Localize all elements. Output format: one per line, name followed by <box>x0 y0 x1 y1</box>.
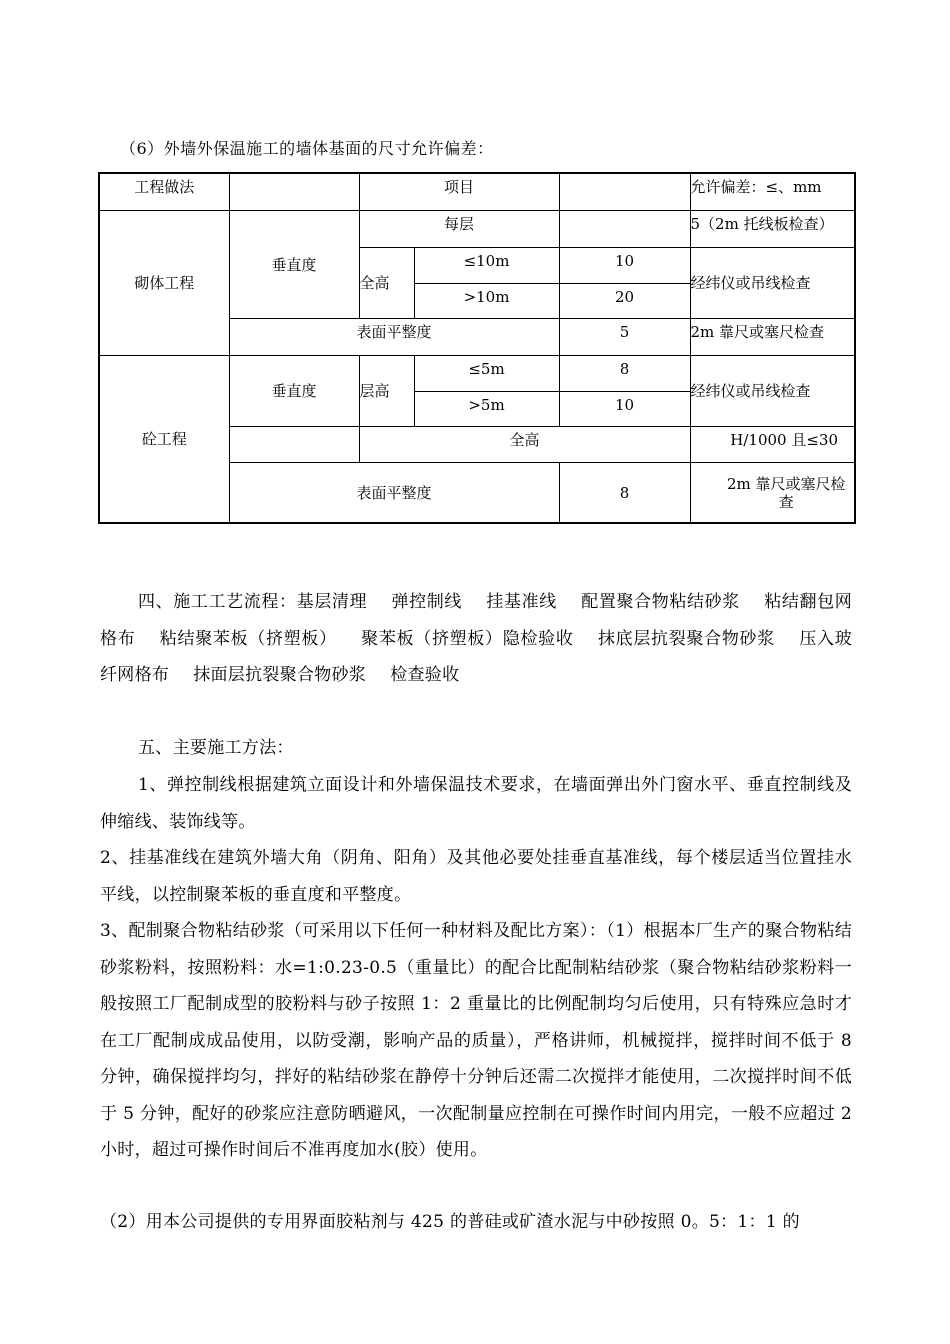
section-5-title: 五、主要施工方法： <box>138 738 294 758</box>
concrete-flatness-value: 8 <box>559 463 690 523</box>
header-blank <box>229 173 359 210</box>
concrete-full-height-value: H/1000 且≤30 <box>690 426 855 462</box>
concrete-verticality: 垂直度 <box>229 355 359 426</box>
masonry-flatness: 表面平整度 <box>229 319 559 355</box>
table-caption: （6）外墙外保温施工的墙体基面的尺寸允许偏差： <box>120 139 494 158</box>
step-7: 聚苯板（挤塑板）隐检验收 <box>360 628 574 649</box>
concrete-gt5: >5m <box>414 391 559 426</box>
header-method: 工程做法 <box>99 173 229 210</box>
step-11: 检查验收 <box>390 665 460 685</box>
step-4: 配置聚合物粘结砂浆 <box>580 592 740 612</box>
step-5: 粘结翻包网格布 <box>100 592 853 649</box>
step-10: 抹面层抗裂聚合物砂浆 <box>193 665 367 685</box>
masonry-gt10: >10m <box>414 284 559 319</box>
concrete-le5-value: 8 <box>559 355 690 391</box>
method-paragraph-1: 1、弹控制线根据建筑立面设计和外墙保温技术要求，在墙面弹出外门窗水平、垂直控制线及伸缩线、装饰线等。 <box>100 775 852 832</box>
concrete-flatness-check: 2m 靠尺或塞尺检查 <box>690 463 855 523</box>
method-paragraph-2: 2、挂基准线在建筑外墙大角（阴角、阳角）及其他必要处挂垂直基准线，每个楼层适当位置挂水平线，以控制聚苯板的垂直度和平整度。 <box>100 848 852 905</box>
concrete-le5: ≤5m <box>414 355 559 391</box>
header-tolerance: 允许偏差：≤、mm <box>690 173 855 210</box>
step-3: 挂基准线 <box>486 592 557 612</box>
masonry-full-height: 全高 <box>359 247 414 318</box>
method-paragraph-4: （2）用本公司提供的专用界面胶粘剂与 425 的普硅或矿渣水泥与中砂按照 0。5：1：1 的 <box>100 1212 800 1232</box>
section-4-process <box>100 584 852 694</box>
masonry-per-floor: 每层 <box>359 210 559 247</box>
step-2: 弹控制线 <box>391 592 463 612</box>
masonry-flatness-value: 5 <box>559 319 690 355</box>
masonry-gt10-value: 20 <box>559 284 690 319</box>
step-9: 压入玻纤网格布 <box>100 628 853 685</box>
step-1: 基层清理 <box>296 592 368 612</box>
concrete-floor-height: 层高 <box>359 355 414 426</box>
masonry-label: 砌体工程 <box>99 210 229 355</box>
concrete-full-height-blank <box>229 426 359 462</box>
masonry-per-floor-check: 5（2m 托线板检查） <box>690 210 855 247</box>
masonry-height-check: 经纬仪或吊线检查 <box>690 247 855 318</box>
concrete-height-check: 经纬仪或吊线检查 <box>690 355 855 426</box>
concrete-flatness: 表面平整度 <box>229 463 559 523</box>
concrete-label: 砼工程 <box>99 355 229 523</box>
step-6: 粘结聚苯板（挤塑板） <box>159 628 337 649</box>
masonry-verticality: 垂直度 <box>229 210 359 319</box>
section-4-title: 四、施工工艺流程： <box>138 592 297 612</box>
masonry-le10: ≤10m <box>414 247 559 283</box>
concrete-gt5-value: 10 <box>559 391 690 426</box>
method-paragraph-3: 3、配制聚合物粘结砂浆（可采用以下任何一种材料及配比方案）：（1）根据本厂生产的聚合物粘结砂浆粉料，按照粉料：水=1:0.23-0.5（重量比）的配合比配制粘结砂浆（聚合物粘结砂浆粉料一般按照工厂配制成型的胶粉料与砂子按照 1：2 重量比的比例配制均匀后使用，只有特殊应急时才在工厂配制成成品使用，以防受潮，影响产品的质量），严格讲师，机械搅拌，搅拌时间不低于 8 分钟，确保搅拌均匀，拌好的粘结砂浆在静停十分钟后还需二次搅拌才能使用，二次搅拌时间不低于 5 分钟，配好的砂浆应注意防晒避风，一次配制量应控制在可操作时间内用完，一般不应超过 2 小时，超过可操作时间后不准再度加水(胶）使用。 <box>100 921 852 1160</box>
masonry-per-floor-blank <box>559 210 690 247</box>
tolerance-table <box>98 172 856 524</box>
header-item: 项目 <box>359 173 559 210</box>
step-8: 抹底层抗裂聚合物砂浆 <box>597 628 775 649</box>
concrete-full-height: 全高 <box>359 426 690 462</box>
masonry-le10-value: 10 <box>559 247 690 283</box>
masonry-flatness-check: 2m 靠尺或塞尺检查 <box>690 319 855 355</box>
header-blank-2 <box>559 173 690 210</box>
